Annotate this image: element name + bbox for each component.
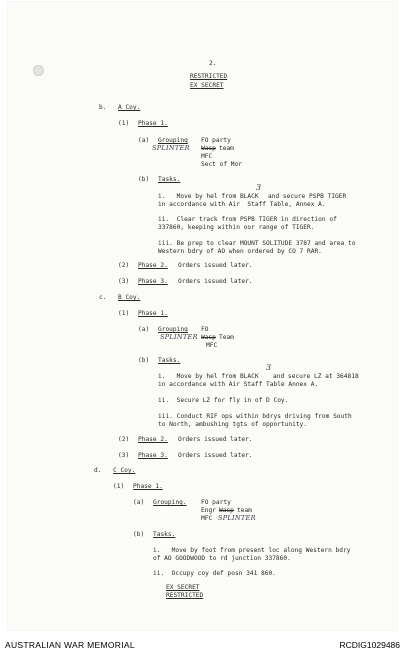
para-b-phase1: Phase 1. bbox=[138, 120, 168, 127]
para-b-letter: b. bbox=[99, 104, 107, 111]
para-d-task-1b: of AO GOODWOOD to rd junction 337860. bbox=[153, 555, 291, 562]
para-d-handwritten-splinter: SPLINTER bbox=[218, 514, 256, 522]
para-b-grouping-label: (a) bbox=[138, 137, 150, 144]
para-c-task-1c: in accordance with Air Staff Table Annex A. bbox=[158, 381, 319, 388]
para-c-phase1: Phase 1. bbox=[138, 310, 168, 317]
para-b-task-1c: in accordance with Air Staff Table, Annex A. bbox=[158, 201, 326, 208]
para-c-handwritten-splinter: SPLINTER bbox=[160, 333, 198, 341]
para-d-grouping-label: (a) bbox=[133, 499, 145, 506]
para-d-phase1-num: (1) bbox=[113, 483, 125, 490]
para-b-task-1b: and secure PSPB TIGER bbox=[268, 193, 347, 200]
para-d-group-1: FO party bbox=[201, 499, 231, 506]
para-b-tasks: Tasks. bbox=[158, 176, 181, 183]
para-b-phase3-num: (3) bbox=[118, 278, 130, 285]
para-b-phase3-text: Orders issued later. bbox=[178, 278, 253, 285]
para-d-task-2: ii. Occupy coy def posn 341 860. bbox=[153, 570, 276, 577]
para-c-group-2: Team bbox=[219, 334, 234, 341]
footer-reference: RCDIG1029486 bbox=[339, 640, 400, 650]
para-c-phase3-text: Orders issued later. bbox=[178, 452, 253, 459]
para-c-task-1b: and secure LZ at 364818 bbox=[273, 373, 359, 380]
para-b-group-2-struck: Wasp bbox=[201, 145, 216, 152]
para-c-phase3-num: (3) bbox=[118, 452, 130, 459]
para-c-task-3b: to North, ambushing tgts of opportunity. bbox=[158, 421, 308, 428]
para-c-correction: 3 bbox=[266, 363, 272, 372]
para-c-task-3a: iii. Conduct RIF ops within bdrys driving from South bbox=[158, 413, 352, 420]
para-d-task-1a: i. Move by foot from present loc along Western bdry bbox=[153, 547, 351, 554]
para-b-task-2a: ii. Clear track from PSPB TIGER in direction of bbox=[158, 216, 337, 223]
para-d-grouping: Grouping. bbox=[153, 499, 187, 506]
para-d-group-2: team bbox=[237, 507, 252, 514]
para-b-task-1a: i. Move by hel from BLACK bbox=[158, 193, 259, 200]
para-c-letter: c. bbox=[99, 294, 107, 301]
para-c-grouping-label: (a) bbox=[138, 326, 150, 333]
para-b-task-3a: iii. Be prep to clear MOUNT SOLITUDE 3787 and area to bbox=[158, 240, 356, 247]
para-c-phase2: Phase 2. bbox=[138, 436, 168, 443]
classification-bottom-2: RESTRICTED bbox=[166, 592, 204, 599]
archive-footer bbox=[0, 637, 406, 653]
para-b-phase3: Phase 3. bbox=[138, 278, 168, 285]
para-b-group-3: MFC bbox=[201, 153, 213, 160]
para-c-company: B Coy. bbox=[118, 294, 141, 301]
para-b-task-3b: Western bdry of AO when ordered by CO 7 RAR. bbox=[158, 248, 322, 255]
para-c-tasks-label: (b) bbox=[138, 357, 150, 364]
para-c-task-1a: i. Move by hel from BLACK bbox=[158, 373, 259, 380]
para-d-tasks-label: (b) bbox=[133, 531, 145, 538]
classification-bottom-1: EX SECRET bbox=[166, 584, 200, 591]
para-b-company: A Coy. bbox=[118, 104, 141, 111]
para-d-phase1: Phase 1. bbox=[133, 483, 163, 490]
classification-top-2: EX SECRET bbox=[190, 82, 224, 89]
para-c-phase2-text: Orders issued later. bbox=[178, 436, 253, 443]
para-d-group-2-struck: Wasp bbox=[219, 507, 234, 514]
para-b-tasks-label: (b) bbox=[138, 176, 150, 183]
document-page bbox=[8, 2, 397, 630]
para-c-task-2: ii. Secure LZ for fly in of D Coy. bbox=[158, 397, 289, 404]
para-c-group-1: FO bbox=[201, 326, 209, 333]
para-b-handwritten-splinter: SPLINTER bbox=[152, 144, 190, 152]
para-d-tasks: Tasks. bbox=[153, 531, 176, 538]
para-b-phase2: Phase 2. bbox=[138, 262, 168, 269]
para-c-group-2-struck: Wasp bbox=[201, 334, 216, 341]
punch-hole bbox=[33, 65, 44, 76]
para-b-correction: 3 bbox=[256, 183, 262, 192]
para-d-company: C Coy. bbox=[113, 467, 136, 474]
para-c-grouping: Grouping bbox=[158, 326, 188, 333]
para-c-tasks: Tasks. bbox=[158, 357, 181, 364]
para-b-phase2-num: (2) bbox=[118, 262, 130, 269]
footer-source: AUSTRALIAN WAR MEMORIAL bbox=[5, 640, 135, 650]
para-d-group-2a: Engr bbox=[201, 507, 216, 514]
para-b-phase2-text: Orders issued later. bbox=[178, 262, 253, 269]
classification-top-1: RESTRICTED bbox=[190, 73, 228, 80]
page-number: 2. bbox=[209, 60, 217, 67]
para-b-group-4: Sect of Mor bbox=[201, 161, 242, 168]
para-b-group-1: FO party bbox=[201, 137, 231, 144]
para-c-phase2-num: (2) bbox=[118, 436, 130, 443]
para-b-grouping: Grouping bbox=[158, 137, 188, 144]
para-c-group-3: MFC bbox=[206, 342, 218, 349]
para-b-phase1-num: (1) bbox=[118, 120, 130, 127]
para-c-phase1-num: (1) bbox=[118, 310, 130, 317]
para-d-group-3: MFC bbox=[201, 515, 213, 522]
para-b-task-2b: 337860, keeping within oor range of TIGER. bbox=[158, 224, 315, 231]
para-b-group-2: team bbox=[219, 145, 234, 152]
para-d-letter: d. bbox=[94, 467, 102, 474]
para-c-phase3: Phase 3. bbox=[138, 452, 168, 459]
